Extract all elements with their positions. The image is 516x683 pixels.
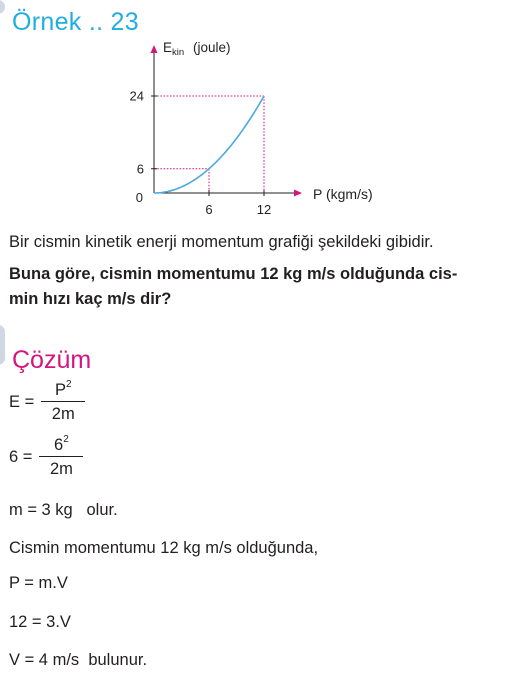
solution-mass-line: m = 3 kg olur.	[9, 501, 118, 519]
numerator-exponent: 2	[63, 433, 69, 445]
fraction	[39, 433, 83, 478]
solution-formula-line: P = m.V	[9, 574, 68, 592]
fraction	[41, 378, 85, 423]
equation-energy-formula	[9, 378, 85, 423]
fraction-denominator: 2m	[51, 405, 75, 423]
solution-title: Çözüm	[12, 346, 92, 374]
numerator-exponent: 2	[65, 378, 72, 390]
fraction-denominator: 2m	[49, 460, 73, 478]
solution-substitute-line: 12 = 3.V	[9, 613, 71, 631]
equation-lhs: E =	[9, 392, 35, 411]
fraction-numerator	[50, 378, 77, 401]
origin-label: 0	[135, 190, 143, 205]
chart-guide-lines	[154, 96, 264, 193]
solution-momentum-line: Cismin momentumu 12 kg m/s olduğunda,	[9, 539, 319, 557]
y-axis-arrow	[151, 45, 158, 53]
y-axis-symbol-main: E	[163, 40, 173, 55]
y-axis-unit: (joule)	[193, 40, 231, 55]
chart-labels	[136, 40, 373, 205]
x-tick-label-0: 6	[205, 202, 213, 217]
question-statement: Bir cismin kinetik enerji momentum grafiği şekildeki gibidir.	[9, 233, 434, 251]
y-tick-label-1: 24	[129, 88, 144, 104]
chart-tick-labels	[130, 89, 272, 218]
solution-result-line: V = 4 m/s bulunur.	[9, 651, 148, 669]
y-tick-label-0: 6	[136, 161, 144, 177]
numerator-base: 6	[54, 436, 64, 454]
x-tick-label-1: 12	[256, 202, 272, 217]
question-line-1: Buna göre, cismin momentumu 12 kg m/s olduğunda cis-	[9, 265, 458, 283]
equation-substitution	[9, 433, 83, 478]
numerator-base: P	[54, 381, 66, 399]
chart-axes	[151, 45, 303, 197]
x-axis-label: P (kgm/s)	[313, 186, 373, 202]
y-axis-subscript: kin	[172, 47, 185, 58]
x-axis-arrow	[294, 190, 302, 197]
question-line-2: min hızı kaç m/s dir?	[9, 290, 172, 308]
example-title: Örnek .. 23	[12, 8, 139, 36]
page-edge-mark-middle	[0, 325, 5, 365]
equation-lhs: 6 =	[9, 447, 33, 466]
energy-momentum-chart	[0, 0, 516, 230]
fraction-numerator	[49, 433, 74, 456]
y-axis-symbol	[163, 40, 184, 58]
